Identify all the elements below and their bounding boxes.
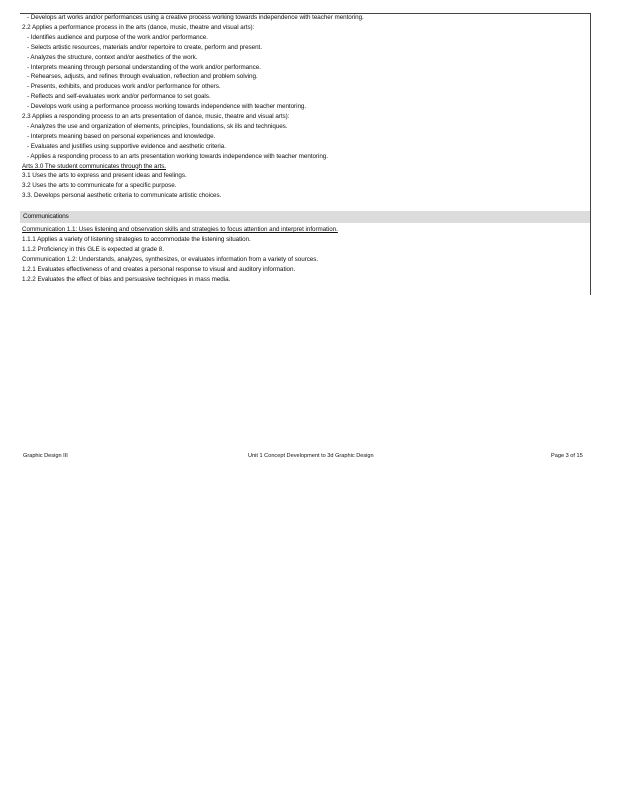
communication-standard-line: Communication 1.2: Understands, analyzes, synthesizes, or evaluates information from a variety of sources. [22,255,319,263]
communication-standard-line: Communication 1.1: Uses listening and observation skills and strategies to focus attention and interpret information. [22,226,338,233]
footer-unit: Unit 1 Concept Development to 3d Graphic Design [248,453,374,459]
arts-standard-line: - Reflects and self-evaluates work and/or performance to set goals. [27,93,211,101]
arts-standard-line: - Selects artistic resources, materials and/or repertoire to create, perform and present. [27,43,262,51]
communication-standard-line: 1.1.1 Applies a variety of listening strategies to accommodate the listening situation. [22,235,251,243]
footer-page-number: Page 3 of 15 [551,453,583,459]
arts-standard-line: - Rehearses, adjusts, and refines through evaluation, reflection and problem solving. [27,73,258,81]
arts-standard-line: - Interprets meaning through personal understanding of the work and/or performance. [27,63,261,71]
arts-standard-line: - Identifies audience and purpose of the work and/or performance. [27,33,208,41]
arts-standard-line: 3.2 Uses the arts to communicate for a specific purpose. [22,182,177,190]
arts-standard-line: - Develops art works and/or performances using a creative process working towards independence with teacher mentoring. [27,14,364,21]
arts-standard-line: - Interprets meaning based on personal experiences and knowledge. [27,132,216,140]
arts-standard-line: - Develops work using a performance process working towards independence with teacher mentoring. [27,103,307,111]
arts-standard-line: - Analyzes the structure, context and/or aesthetics of the work. [27,53,198,61]
arts-standard-line: - Analyzes the use and organization of elements, principles, foundations, sk ills and techniques. [27,122,288,130]
section-band [20,211,590,223]
section-band-label: Communications [23,213,69,220]
arts-standard-line: - Presents, exhibits, and produces work and/or performance for others. [27,83,221,91]
communication-standard-line: 1.1.2 Proficiency in this GLE is expected at grade 8. [22,245,164,253]
arts-standard-line: 3.3. Develops personal aesthetic criteria to communicate artistic choices. [22,192,222,200]
arts-standard-line: - Evaluates and justifies using supportive evidence and aesthetic criteria. [27,142,226,150]
arts-standard-line: 2.3 Applies a responding process to an arts presentation of dance, music, theatre and visual arts): [22,113,290,120]
arts-standard-line: - Applies a responding process to an arts presentation working towards independence with teacher mentoring. [27,152,328,160]
footer-course: Graphic Design III [23,453,68,459]
arts-standard-line: 3.1 Uses the arts to express and present ideas and feelings. [22,172,187,180]
communication-standard-line: 1.2.1 Evaluates effectiveness of and creates a personal response to visual and auditory information. [22,265,296,273]
communication-standard-line: 1.2.2 Evaluates the effect of bias and persuasive techniques in mass media. [22,275,231,283]
arts-standard-line: Arts 3.0 The student communicates through the arts. [22,162,166,170]
arts-standard-line: 2.2 Applies a performance process in the arts (dance, music, theatre and visual arts): [22,23,255,31]
